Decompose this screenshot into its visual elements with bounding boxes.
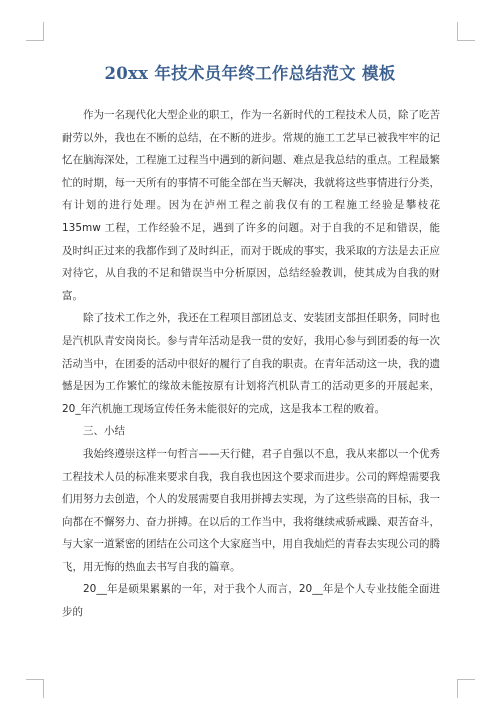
crop-mark-bottom-left: [43, 679, 44, 698]
paragraph: 我始终遵崇这样一句哲言——天行健，君子自强以不息，我从来都以一个优秀工程技术人员的标准来要求自我，我自我也因这个要求而进步。公司的辉煌需要我们用努力去创造，个人的发展需要自我用拼搏去实现，为了这些崇高的目标，我一向都在不懈努力、奋力拼搏。在以后的工作当中，我将继续戒骄戒躁、艰苦奋斗，与大家一道紧密的团结在公司这个大家庭当中，用自我灿烂的青春去实现公司的腾飞，用无悔的热血去书写自我的篇章。: [62, 447, 440, 573]
crop-mark-top-right: [457, 22, 458, 41]
section-heading: 三、小结: [83, 425, 125, 438]
document-body: [62, 104, 440, 624]
paragraph: 除了技术工作之外，我还在工程项目部团总支、安装团支部担任职务，同时也是汽机队青安岗岗长。参与青年活动是我一贯的安好，我用心参与到团委的每一次活动当中，在团委的活动中很好的履行了自我的职责。在青年活动这一块，我的遗憾是因为工作繁忙的缘故未能按原有计划将汽机队青工的活动更多的开展起来，20_年汽机施工现场宣传任务未能很好的完成，这是我本工程的败着。: [62, 312, 440, 415]
crop-mark-bottom-left: [26, 679, 44, 680]
document-title: 20xx 年技术员年终工作总结范文 模板: [104, 64, 396, 83]
crop-mark-bottom-right: [457, 679, 458, 698]
paragraph: 20__年是硕果累累的一年，对于我个人而言，20__年是个人专业技能全面进步的: [62, 583, 440, 619]
crop-mark-bottom-right: [457, 679, 475, 680]
crop-mark-top-left: [43, 22, 44, 41]
paragraph: 作为一名现代化大型企业的职工，作为一名新时代的工程技术人员，除了吃苦耐劳以外，我也在不断的总结，在不断的进步。常规的施工工艺早已被我牢牢的记忆在脑海深处，工程施工过程当中遇到的新问题、难点是我总结的重点。工程最繁忙的时期，每一天所有的事情不可能全部在当天解决，我就将这些事情进行分类，有计划的进行处理。因为在泸州工程之前我仅有的工程施工经验是攀枝花 135mw 工程，工作经验不足，遇到了许多的问题。对于自我的不足和错误，能及时纠正过来的我都作到了及时纠正，而对于既成的事实，我采取的方法是去正应对待它，从自我的不足和错误当中分析原因，总结经验教训，使其成为自我的财富。: [62, 109, 440, 302]
crop-mark-top-left: [26, 40, 44, 41]
crop-mark-top-right: [457, 40, 475, 41]
